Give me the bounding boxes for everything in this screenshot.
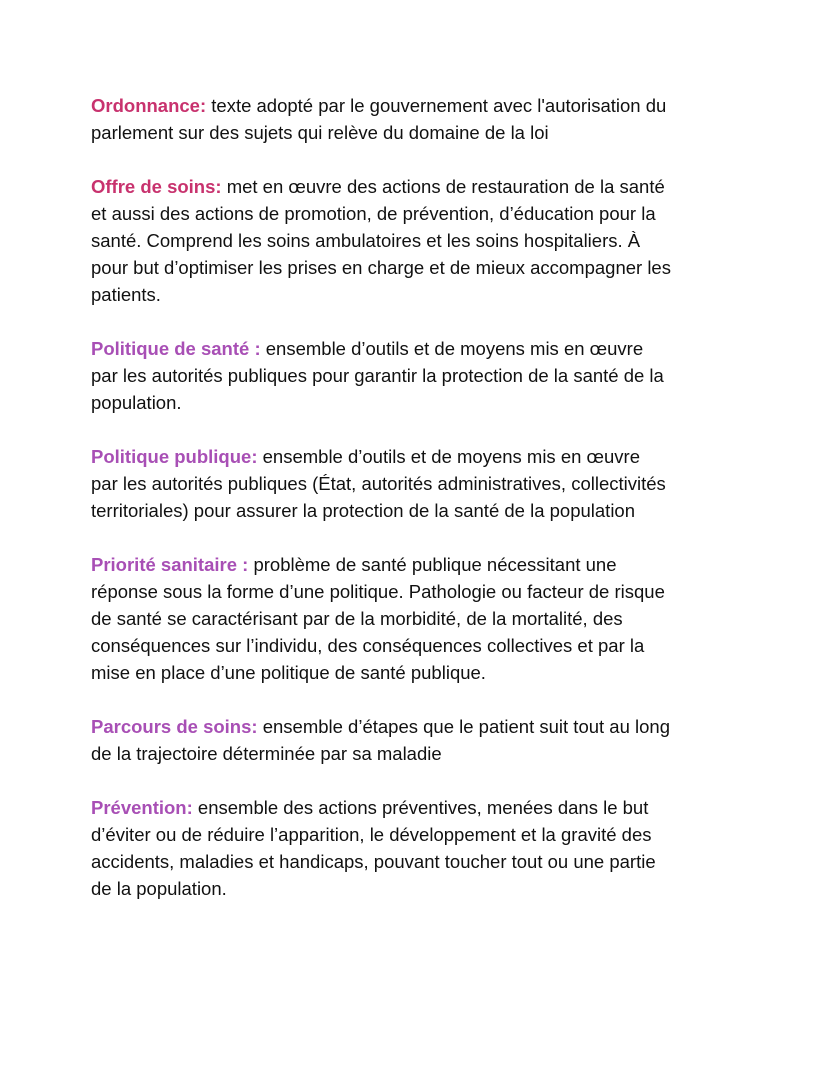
definition-parcours-de-soins: ensemble d’étapes que le patient suit tout au long de la trajectoire déterminée par sa maladie (91, 716, 670, 764)
term-parcours-de-soins: Parcours de soins: (91, 716, 258, 737)
glossary-entry-offre-de-soins (91, 173, 671, 308)
definition-politique-de-sante: ensemble d’outils et de moyens mis en œuvre par les autorités publiques pour garantir la protection de la santé de la population. (91, 338, 664, 413)
term-ordonnance: Ordonnance: (91, 95, 207, 116)
term-priorite-sanitaire: Priorité sanitaire : (91, 554, 249, 575)
glossary-entry-parcours-de-soins (91, 713, 671, 767)
glossary-entry-prevention (91, 794, 671, 902)
definition-offre-de-soins: met en œuvre des actions de restauration de la santé et aussi des actions de promotion, de prévention, d’éducation pour la santé. Comprend les soins ambulatoires et les soins hospitaliers. À pour but d’optimiser les prises en charge et de mieux accompagner les patients. (91, 176, 671, 305)
glossary-page (91, 92, 671, 929)
term-politique-publique: Politique publique: (91, 446, 258, 467)
glossary-entry-politique-de-sante (91, 335, 671, 416)
definition-prevention: ensemble des actions préventives, menées dans le but d’éviter ou de réduire l’apparition, le développement et la gravité des accidents, maladies et handicaps, pouvant toucher tout ou une partie de la population. (91, 797, 656, 899)
glossary-entry-ordonnance (91, 92, 671, 146)
glossary-entry-politique-publique (91, 443, 671, 524)
term-offre-de-soins: Offre de soins: (91, 176, 222, 197)
definition-priorite-sanitaire: problème de santé publique nécessitant une réponse sous la forme d’une politique. Pathologie ou facteur de risque de santé se caractérisant par de la morbidité, de la mortalité, des conséquences sur l’individu, des conséquences collectives et par la mise en place d’une politique de santé publique. (91, 554, 665, 683)
term-prevention: Prévention: (91, 797, 193, 818)
definition-politique-publique: ensemble d’outils et de moyens mis en œuvre par les autorités publiques (État, autorités administratives, collectivités territoriales) pour assurer la protection de la santé de la population (91, 446, 666, 521)
glossary-entry-priorite-sanitaire (91, 551, 671, 686)
term-politique-de-sante: Politique de santé : (91, 338, 261, 359)
definition-ordonnance: texte adopté par le gouvernement avec l'autorisation du parlement sur des sujets qui relève du domaine de la loi (91, 95, 667, 143)
